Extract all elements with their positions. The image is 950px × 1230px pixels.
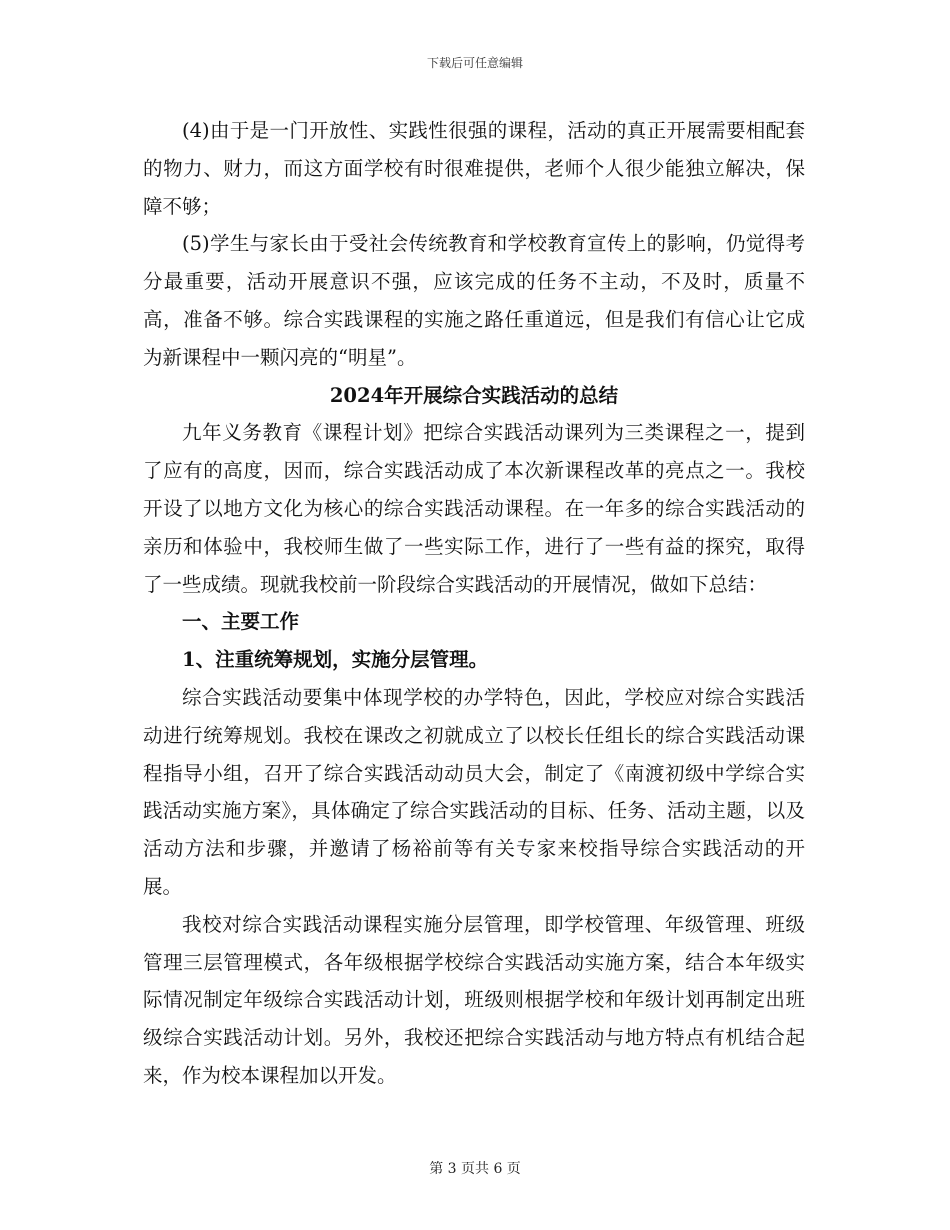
section-heading: 一、主要工作 [182,610,300,634]
body-paragraph-management: 我校对综合实践活动课程实施分层管理，即学校管理、年级管理、班级管理三层管理模式，各年级根据学校综合实践活动实施方案，结合本年级实际情况制定年级综合实践活动计划，班级则根据学校和年级计划再制定出班级综合实践活动计划。另外，我校还把综合实践活动与地方特点有机结合起来，作为校本课程加以开发。 [143,912,805,1087]
page-header: 下载后可任意编辑 [426,56,523,70]
document-body [143,112,805,1095]
page-footer: 第 3 页共 6 页 [429,1161,521,1177]
paragraph-4: (4)由于是一门开放性、实践性很强的课程，活动的真正开展需要相配套的物力、财力，而这方面学校有时很难提供，老师个人很少能独立解决，保障不够； [143,119,805,218]
paragraph-5: (5)学生与家长由于受社会传统教育和学校教育宣传上的影响，仍觉得考分最重要，活动开展意识不强，应该完成的任务不主动，不及时，质量不高，准备不够。综合实践课程的实施之路任重道远，但是我们有信心让它成为新课程中一颗闪亮的“明星”。 [143,232,805,369]
subsection-heading: 1、注重统筹规划，实施分层管理。 [182,648,489,672]
document-title: 2024年开展综合实践活动的总结 [329,383,619,407]
body-paragraph-planning: 综合实践活动要集中体现学校的办学特色，因此，学校应对综合实践活动进行统筹规划。我校在课改之初就成立了以校长任组长的综合实践活动课程指导小组，召开了综合实践活动动员大会，制定了《南渡初级中学综合实践活动实施方案》，具体确定了综合实践活动的目标、任务、活动主题，以及活动方法和步骤，并邀请了杨裕前等有关专家来校指导综合实践活动的开展。 [143,685,805,898]
intro-paragraph: 九年义务教育《课程计划》把综合实践活动课列为三类课程之一，提到了应有的高度，因而，综合实践活动成了本次新课程改革的亮点之一。我校开设了以地方文化为核心的综合实践活动课程。在一年多的综合实践活动的亲历和体验中，我校师生做了一些实际工作，进行了一些有益的探究，取得了一些成绩。现就我校前一阶段综合实践活动的开展情况，做如下总结： [143,421,805,596]
